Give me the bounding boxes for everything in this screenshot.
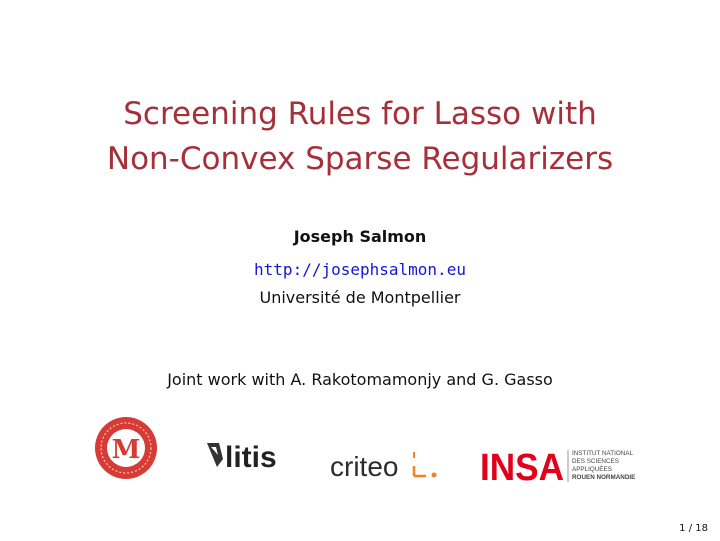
insa-line-4: ROUEN NORMANDIE (572, 474, 636, 481)
criteo-logo (330, 448, 442, 484)
criteo-wordmark: criteo (330, 451, 399, 482)
joint-work-line: Joint work with A. Rakotomamonjy and G. Gasso (167, 370, 553, 389)
author-name: Joseph Salmon (293, 227, 427, 246)
insa-line-1: INSTITUT NATIONAL (572, 450, 633, 457)
litis-wordmark: litis (225, 441, 277, 473)
litis-logo (205, 437, 285, 473)
montpellier-seal-logo (94, 416, 158, 480)
insa-line-2: DES SCIENCES (572, 458, 619, 465)
slide-title (0, 92, 720, 182)
insa-line-3: APPLIQUÉES (572, 466, 612, 473)
title-line-2: Non-Convex Sparse Regularizers (106, 141, 614, 177)
insa-wordmark: INSA (480, 447, 564, 484)
seal-letter: M (111, 435, 141, 465)
insa-logo (480, 446, 640, 484)
affiliation: Université de Montpellier (259, 288, 461, 307)
page-number: 1 / 18 (679, 523, 708, 534)
author-url-link[interactable]: http://josephsalmon.eu (254, 260, 466, 279)
title-line-1: Screening Rules for Lasso with (123, 96, 597, 132)
